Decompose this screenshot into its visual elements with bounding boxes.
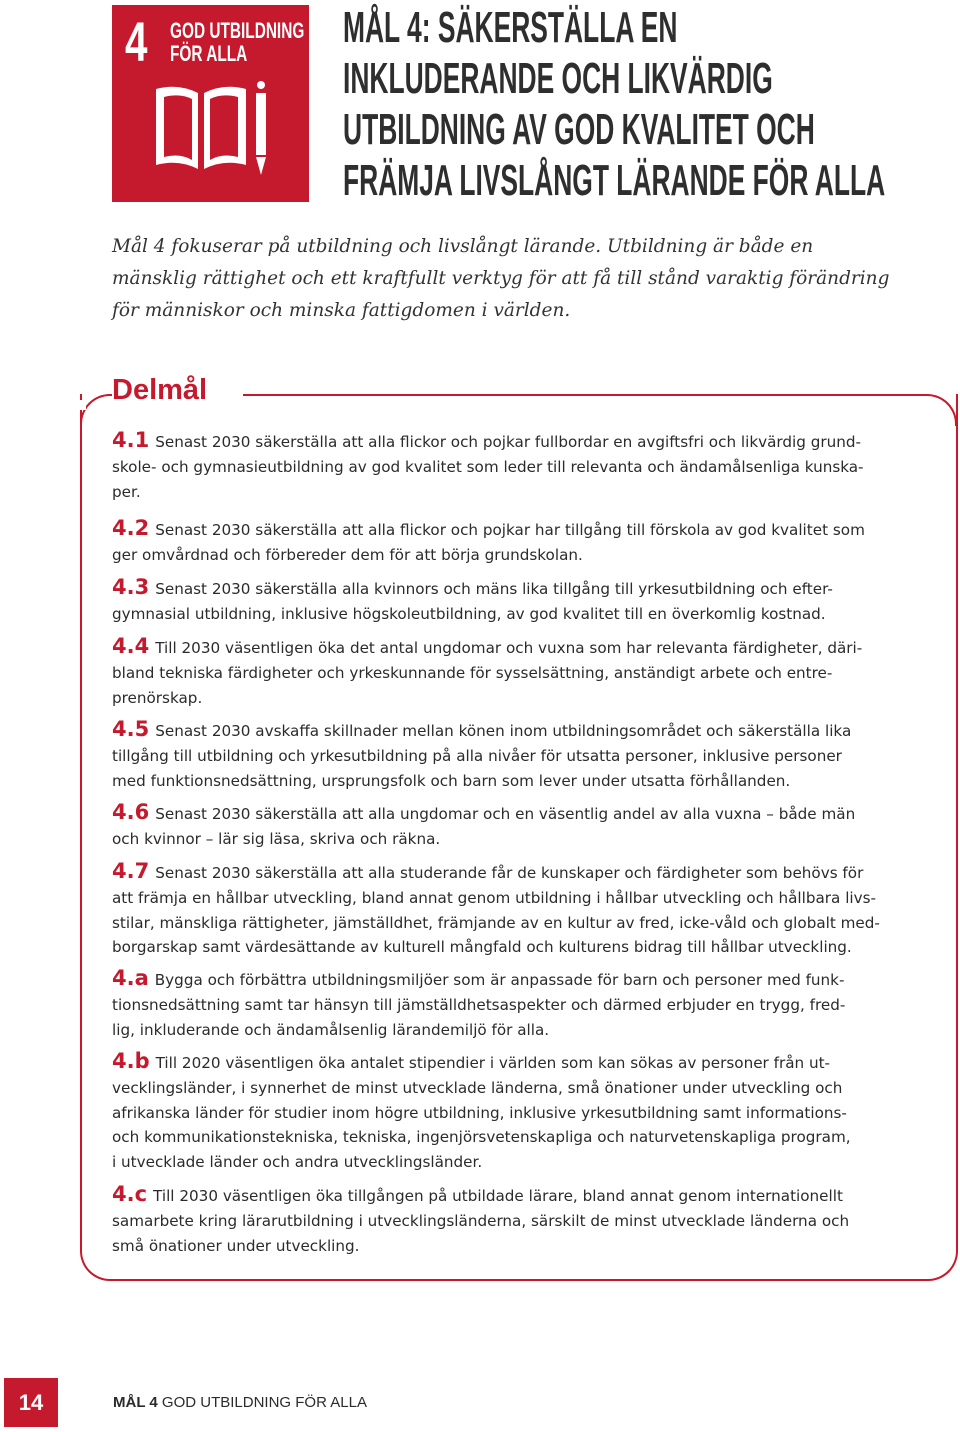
target-text: små önationer under utveckling. — [112, 1236, 360, 1255]
target-text: Till 2020 väsentligen öka antalet stipendier i världen som kan sökas av personer från ut- — [155, 1054, 831, 1072]
page-heading — [343, 2, 943, 206]
target-text-line — [112, 1101, 924, 1126]
target-item — [112, 516, 924, 568]
target-number: 4.4 — [112, 634, 150, 658]
target-text-line — [112, 1234, 924, 1259]
target-text-line — [112, 1125, 924, 1150]
target-text-line — [112, 1049, 924, 1076]
target-text-line — [112, 769, 924, 794]
footer-label-rest: GOD UTBILDNING FÖR ALLA — [161, 1394, 367, 1411]
intro-line: för människor och minska fattigdomen i världen. — [112, 300, 571, 321]
target-text: vecklingsländer, i synnerhet de minst utvecklade länderna, små önationer under utveckling och — [112, 1078, 843, 1097]
logo-title-line: GOD UTBILDNING — [170, 18, 305, 43]
target-item — [112, 575, 924, 627]
target-text-line — [112, 543, 924, 568]
target-text: skole- och gymnasieutbildning av god kvalitet som leder till relevanta och ändamålsenliga kunska- — [112, 457, 864, 476]
target-number: 4.c — [112, 1182, 148, 1206]
heading-line: UTBILDNING AV GOD KVALITET OCH — [343, 105, 815, 154]
target-text: bland tekniska färdigheter och yrkeskunnande för sysselsättning, anständigt arbete och entre- — [112, 663, 833, 682]
intro-line: Mål 4 fokuserar på utbildning och livslångt lärande. Utbildning är både en — [112, 236, 814, 257]
target-number: 4.a — [112, 966, 149, 990]
target-text: Senast 2030 säkerställa alla kvinnors och mäns lika tillgång till yrkesutbildning och efter- — [155, 580, 833, 598]
target-item — [112, 428, 924, 504]
target-number: 4.5 — [112, 717, 150, 741]
box-border-top-right — [243, 394, 957, 426]
target-item — [112, 717, 924, 793]
target-item — [112, 966, 924, 1042]
target-number: 4.7 — [112, 859, 150, 883]
footer-label-bold: MÅL 4 — [113, 1394, 158, 1411]
intro-line: mänsklig rättighet och ett kraftfullt verktyg för att få till stånd varaktig förändring — [112, 268, 890, 289]
target-text-line — [112, 1150, 924, 1175]
target-text-line — [112, 516, 924, 543]
target-item — [112, 1049, 924, 1175]
target-text-line — [112, 966, 924, 993]
target-text: och kommunikationstekniska, tekniska, ingenjörsvetenskapliga och naturvetenskapliga program, — [112, 1128, 851, 1147]
target-text-line — [112, 480, 924, 505]
target-text-line — [112, 661, 924, 686]
target-number: 4.b — [112, 1049, 150, 1073]
sdg-goal-logo — [112, 5, 309, 202]
target-text: med funktionsnedsättning, ursprungsfolk och barn som lever under utsatta förhållanden. — [112, 771, 791, 790]
target-text-line — [112, 827, 924, 852]
target-text-line — [112, 1182, 924, 1209]
target-text: stilar, mänskliga rättigheter, jämställdhet, främjande av en kultur av fred, icke-våld och globalt med- — [112, 913, 880, 932]
target-text-line — [112, 911, 924, 936]
target-text: i utvecklade länder och andra utvecklingsländer. — [112, 1153, 483, 1172]
target-item — [112, 1182, 924, 1258]
heading-line: MÅL 4: SÄKERSTÄLLA EN — [343, 3, 678, 52]
page-number: 14 — [4, 1378, 58, 1427]
target-text: Bygga och förbättra utbildningsmiljöer som är anpassade för barn och personer med funk- — [154, 971, 845, 989]
target-text: Till 2030 väsentligen öka tillgången på utbildade lärare, bland annat genom internationellt — [153, 1187, 843, 1205]
target-item — [112, 800, 924, 852]
heading-line: INKLUDERANDE OCH LIKVÄRDIG — [343, 54, 773, 103]
logo-number: 4 — [125, 10, 147, 73]
heading-line: FRÄMJA LIVSLÅNGT LÄRANDE FÖR ALLA — [343, 156, 886, 205]
target-item — [112, 859, 924, 960]
footer-label — [113, 1394, 367, 1411]
target-text: tionsnedsättning samt tar hänsyn till jämställdhetsaspekter och därmed erbjuder en trygg, fred- — [112, 995, 846, 1014]
target-text-line — [112, 1076, 924, 1101]
target-text: Senast 2030 säkerställa att alla studerande får de kunskaper och färdigheter som behövs för — [155, 864, 864, 882]
book-pencil-icon — [152, 81, 270, 177]
target-text-line — [112, 859, 924, 886]
target-text: Senast 2030 avskaffa skillnader mellan könen inom utbildningsområdet och säkerställa lika — [155, 722, 852, 740]
intro-paragraph — [112, 231, 932, 327]
target-text-line — [112, 634, 924, 661]
target-text: afrikanska länder för studier inom högre utbildning, inklusive yrkesutbildning samt informations- — [112, 1103, 847, 1122]
target-text-line — [112, 602, 924, 627]
target-number: 4.6 — [112, 800, 150, 824]
target-text: Senast 2030 säkerställa att alla ungdomar och en väsentlig andel av alla vuxna – både män — [155, 805, 856, 823]
target-text: Senast 2030 säkerställa att alla flickor och pojkar har tillgång till förskola av god kvalitet som — [155, 521, 865, 539]
target-item — [112, 634, 924, 710]
target-text: tillgång till utbildning och yrkesutbildning på alla nivåer för utsatta personer, inklusive personer — [112, 746, 842, 765]
target-text: gymnasial utbildning, inklusive högskoleutbildning, av god kvalitet till en överkomlig kostnad. — [112, 604, 826, 623]
target-text: ger omvårdnad och förbereder dem för att börja grundskolan. — [112, 545, 583, 564]
target-text: att främja en hållbar utveckling, bland annat genom utbildning i hållbar utveckling och hållbara livs- — [112, 888, 877, 907]
target-text-line — [112, 575, 924, 602]
target-text-line — [112, 717, 924, 744]
target-text-line — [112, 428, 924, 455]
target-text: borgarskap samt värdesättande av kulturell mångfald och kulturens bidrag till hållbar utveckling. — [112, 938, 852, 957]
target-number: 4.3 — [112, 575, 150, 599]
target-text: samarbete kring lärarutbildning i utvecklingsländerna, särskilt de minst utvecklade länderna och — [112, 1211, 850, 1230]
logo-title-line: FÖR ALLA — [170, 41, 248, 66]
target-text-line — [112, 455, 924, 480]
target-number: 4.1 — [112, 428, 150, 452]
target-text-line — [112, 993, 924, 1018]
target-text-line — [112, 686, 924, 711]
target-text: Till 2030 väsentligen öka det antal ungdomar och vuxna som har relevanta färdigheter, däri- — [155, 639, 863, 657]
target-number: 4.2 — [112, 516, 150, 540]
target-text-line — [112, 1018, 924, 1043]
target-text-line — [112, 886, 924, 911]
logo-title — [170, 19, 303, 65]
target-text: lig, inkluderande och ändamålsenlig lärandemiljö för alla. — [112, 1020, 550, 1039]
target-text: och kvinnor – lär sig läsa, skriva och räkna. — [112, 829, 441, 848]
target-text-line — [112, 935, 924, 960]
target-text: per. — [112, 482, 141, 501]
target-text-line — [112, 800, 924, 827]
targets-title: Delmål — [112, 374, 208, 406]
target-text: Senast 2030 säkerställa att alla flickor och pojkar fullbordar en avgiftsfri och likvärdig grund- — [155, 433, 861, 451]
target-text-line — [112, 1209, 924, 1234]
target-text: prenörskap. — [112, 688, 203, 707]
target-text-line — [112, 744, 924, 769]
